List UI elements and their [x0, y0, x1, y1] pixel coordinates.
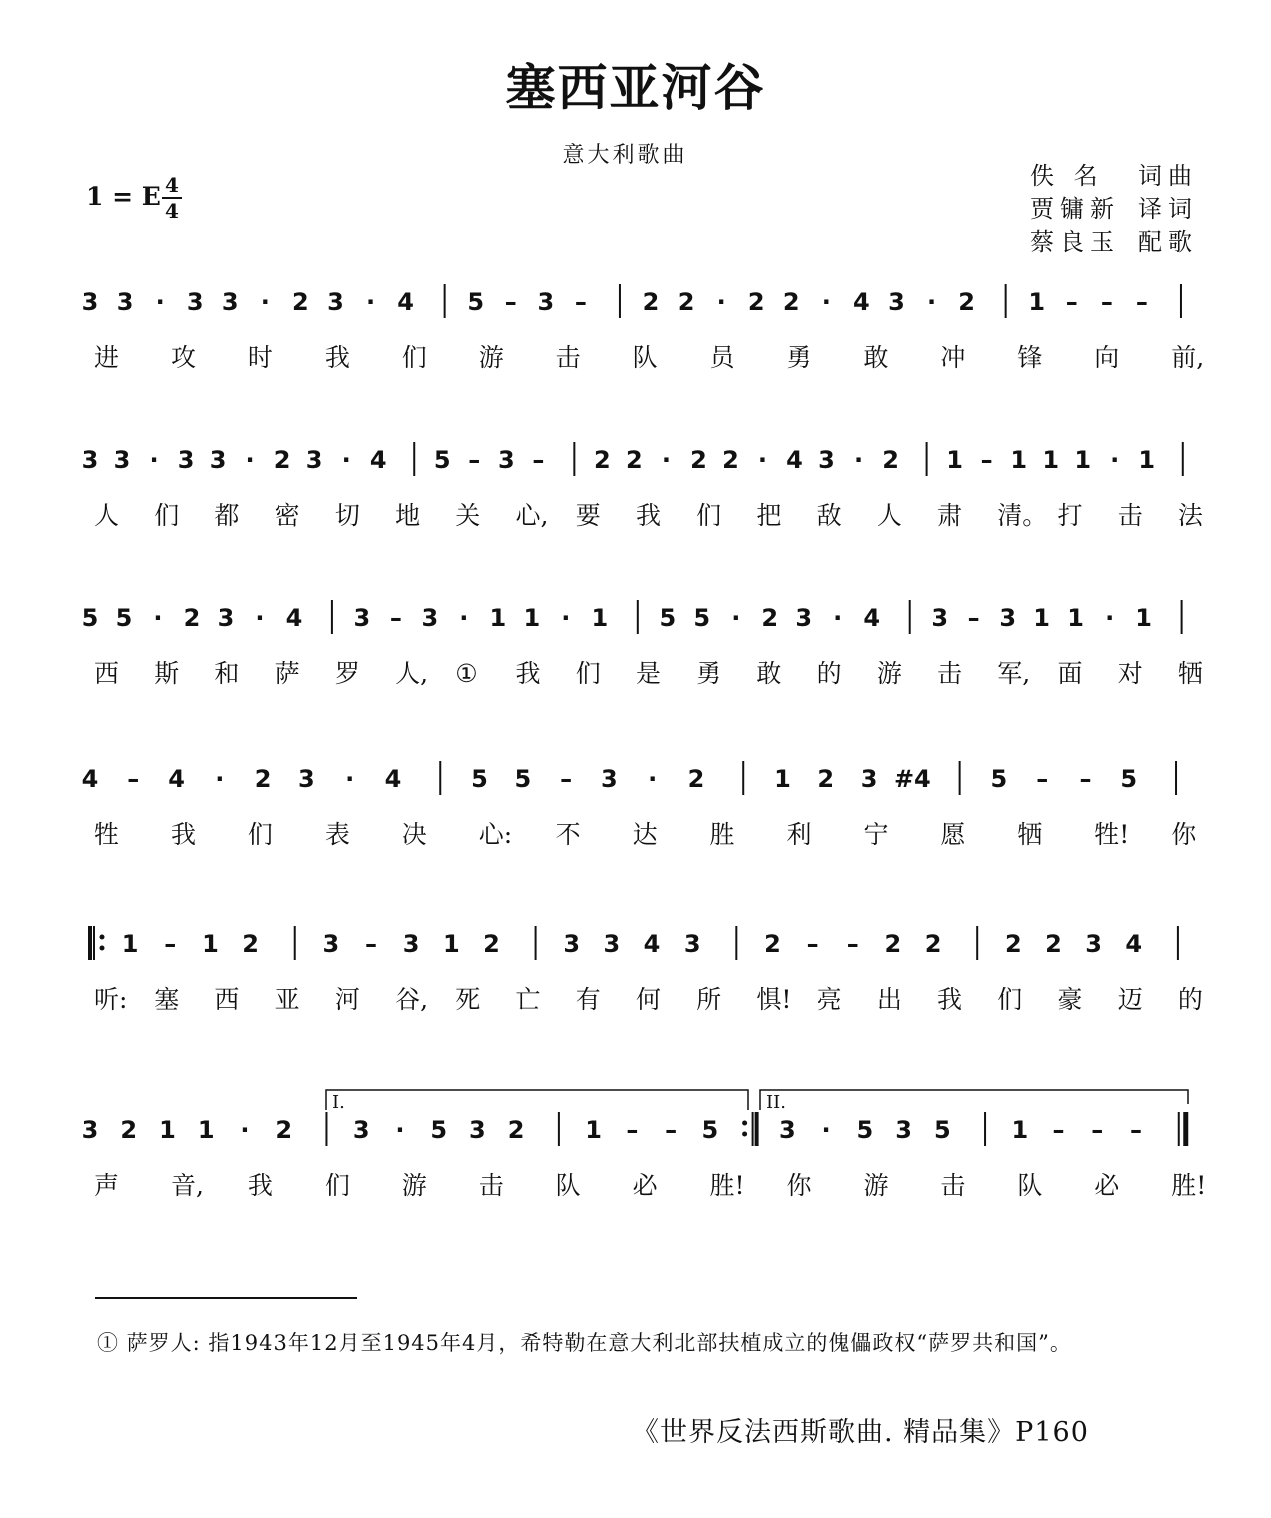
lyric-syllable: 我	[247, 1171, 273, 1200]
note: 3	[217, 604, 235, 632]
lyric-syllable: 敢	[863, 343, 889, 372]
note: 2	[507, 1116, 525, 1144]
lyric-syllable: 惧!	[756, 985, 792, 1014]
note: 2	[882, 446, 899, 474]
note: 3	[999, 604, 1017, 632]
lyric-syllable: 亡	[515, 985, 541, 1014]
note: 2	[483, 930, 500, 958]
note: ·	[648, 765, 658, 793]
note: –	[1130, 1116, 1143, 1144]
note: 3	[469, 1116, 486, 1144]
note: –	[389, 604, 402, 632]
lyric-syllable: 西	[94, 659, 120, 688]
note: 2	[817, 765, 835, 793]
lyric-syllable: 员	[709, 343, 735, 372]
note: 5	[433, 446, 451, 474]
note: 1	[1138, 446, 1156, 474]
lyric-syllable: 攻	[170, 343, 196, 372]
note: 1	[774, 765, 791, 793]
song-subtitle: 意大利歌曲	[562, 143, 688, 168]
note: –	[626, 1116, 639, 1144]
note: 4	[853, 288, 870, 316]
volta-label: II.	[766, 1092, 786, 1113]
lyric-syllable: 不	[555, 820, 581, 849]
lyric-syllable: 密	[274, 501, 300, 530]
note: 3	[81, 1116, 99, 1144]
note: 3	[603, 930, 621, 958]
note: 2	[626, 446, 643, 474]
note: 5	[693, 604, 711, 632]
lyric-syllable: 和	[214, 659, 240, 688]
lyric-syllable: 时	[247, 343, 273, 372]
source-citation: 《世界反法西斯歌曲. 精品集》P160	[632, 1417, 1089, 1448]
note: 3	[322, 930, 340, 958]
key-signature: 1 = E	[86, 182, 161, 211]
note: 3	[818, 446, 835, 474]
note: ·	[926, 288, 937, 316]
note: 2	[273, 446, 291, 474]
lyric-syllable: 必	[632, 1171, 658, 1200]
repeat-dot	[100, 946, 105, 951]
note: ·	[155, 288, 165, 316]
note: 4	[1125, 930, 1143, 958]
volta-bracket	[760, 1090, 1188, 1110]
time-signature-bottom: 4	[165, 199, 179, 223]
note: 5	[933, 1116, 951, 1144]
note: 1	[121, 930, 139, 958]
lyric-syllable: 胜	[709, 820, 735, 849]
credit-name: 佚 名	[1030, 162, 1104, 190]
note: ·	[731, 604, 741, 632]
footnote-divider	[95, 1297, 357, 1299]
note: ·	[245, 446, 255, 474]
note: –	[1036, 765, 1049, 793]
note: 2	[687, 765, 705, 793]
lyric-syllable: 击	[555, 343, 581, 372]
lyric-syllable: 表	[324, 820, 350, 849]
note: 1	[1028, 288, 1046, 316]
lyric-syllable: 萨	[274, 659, 300, 688]
note: ·	[853, 446, 864, 474]
lyric-syllable: 我	[635, 501, 661, 530]
lyric-syllable: 达	[632, 820, 658, 849]
note: 2	[275, 1116, 293, 1144]
lyric-syllable: 们	[696, 501, 722, 530]
note: 4	[786, 446, 803, 474]
note: ·	[255, 604, 265, 632]
lyric-syllable: 死	[455, 985, 481, 1014]
note: 1	[1074, 446, 1092, 474]
note: 5	[115, 604, 133, 632]
note: 3	[888, 288, 905, 316]
lyric-syllable: 有	[575, 985, 601, 1014]
note: 2	[958, 288, 975, 316]
footnote: ① 萨罗人: 指1943年12月至1945年4月，希特勒在意大利北部扶植成立的傀儡政权“萨罗共和国”。	[97, 1331, 1072, 1355]
note: 2	[924, 930, 942, 958]
lyric-syllable: 出	[876, 985, 902, 1014]
lyric-syllable: 心:	[478, 820, 513, 849]
lyric-syllable: 的	[816, 659, 842, 688]
note: 4	[397, 288, 414, 316]
lyric-syllable: 声	[94, 1171, 120, 1200]
lyric-syllable: 牺	[1017, 820, 1043, 849]
note: –	[1065, 288, 1078, 316]
volta-bracket	[326, 1090, 748, 1110]
note: ·	[821, 1116, 831, 1144]
lyric-syllable: 决	[401, 820, 427, 849]
lyric-syllable: 游	[863, 1171, 889, 1200]
note: –	[560, 765, 573, 793]
lyric-syllable: 面	[1057, 659, 1083, 688]
note: 5	[1120, 765, 1138, 793]
note: 3	[683, 930, 701, 958]
lyric-syllable: ①	[455, 659, 478, 688]
note: –	[806, 930, 819, 958]
note: 1	[523, 604, 541, 632]
note: 3	[931, 604, 949, 632]
note: –	[1135, 288, 1148, 316]
lyric-syllable: 我	[515, 659, 541, 688]
note: 2	[747, 288, 765, 316]
lyric-syllable: 都	[214, 501, 240, 530]
note: –	[1079, 765, 1092, 793]
note: 4	[863, 604, 881, 632]
lyric-syllable: 罗	[334, 659, 360, 688]
lyric-syllable: 西	[214, 985, 240, 1014]
note: 3	[81, 446, 99, 474]
note: 1	[585, 1116, 602, 1144]
note: –	[365, 930, 378, 958]
lyric-syllable: 击	[940, 1171, 966, 1200]
volta-label: I.	[332, 1092, 345, 1113]
note: 3	[305, 446, 323, 474]
credit-name: 贾镛新	[1030, 195, 1120, 223]
note: 1	[591, 604, 609, 632]
note: ·	[459, 604, 469, 632]
lyric-syllable: 斯	[154, 659, 180, 688]
note: 3	[860, 765, 878, 793]
note: 2	[642, 288, 660, 316]
lyric-syllable: 击	[1117, 501, 1143, 530]
lyric-syllable: 地	[395, 501, 421, 530]
note: ·	[153, 604, 163, 632]
note: 2	[1004, 930, 1022, 958]
lyric-syllable: 牲	[94, 820, 120, 849]
note: 1	[202, 930, 219, 958]
lyric-syllable: 们	[154, 501, 180, 530]
repeat-dot	[742, 1132, 747, 1137]
lyric-syllable: 队	[555, 1171, 581, 1200]
note: 4	[384, 765, 402, 793]
note: 2	[884, 930, 902, 958]
lyric-syllable: 对	[1117, 659, 1143, 688]
note: –	[1100, 288, 1113, 316]
lyric-syllable: 迈	[1117, 985, 1143, 1014]
lyric-syllable: 进	[94, 343, 120, 372]
note: 4	[369, 446, 387, 474]
lyric-syllable: 前,	[1171, 343, 1205, 372]
lyric-syllable: 军,	[997, 659, 1031, 688]
note: 1	[1042, 446, 1060, 474]
note: –	[468, 446, 481, 474]
note: 2	[690, 446, 707, 474]
note: –	[532, 446, 545, 474]
note: 3	[421, 604, 439, 632]
repeat-dot	[742, 1121, 747, 1126]
note: 5	[81, 604, 99, 632]
note: –	[574, 288, 587, 316]
note: 1	[946, 446, 963, 474]
note: 2	[254, 765, 272, 793]
lyric-syllable: 你	[1171, 820, 1197, 849]
lyric-syllable: 关	[455, 501, 481, 530]
note: 1	[1011, 1116, 1029, 1144]
lyric-syllable: 们	[997, 985, 1023, 1014]
note: –	[504, 288, 517, 316]
lyric-syllable: 要	[575, 501, 601, 530]
note: 5	[467, 288, 485, 316]
lyric-syllable: 的	[1177, 985, 1203, 1014]
lyric-syllable: 牺	[1177, 659, 1203, 688]
note: 3	[221, 288, 239, 316]
note: 3	[298, 765, 315, 793]
note: 3	[895, 1116, 912, 1144]
lyric-syllable: 敌	[816, 501, 842, 530]
note: –	[846, 930, 859, 958]
lyric-syllable: 游	[401, 1171, 427, 1200]
credit-role: 词曲	[1138, 162, 1198, 190]
note: 1	[1033, 604, 1051, 632]
lyric-syllable: 我	[324, 343, 350, 372]
lyric-syllable: 人	[94, 501, 120, 530]
note: 3	[177, 446, 195, 474]
lyric-syllable: 切	[334, 501, 360, 530]
lyric-syllable: 是	[635, 659, 661, 688]
lyric-syllable: 游	[876, 659, 902, 688]
note: 5	[471, 765, 488, 793]
note: 2	[1045, 930, 1062, 958]
lyric-syllable: 听:	[94, 985, 128, 1014]
note: ·	[341, 446, 351, 474]
lyric-syllable: 何	[635, 985, 661, 1014]
note: ·	[365, 288, 376, 316]
note: 3	[795, 604, 813, 632]
note: 1	[442, 930, 460, 958]
note: 1	[159, 1116, 176, 1144]
note: 3	[113, 446, 131, 474]
note: 2	[722, 446, 739, 474]
lyric-syllable: 们	[324, 1171, 350, 1200]
lyric-syllable: 敢	[756, 659, 782, 688]
note: 1	[1010, 446, 1028, 474]
lyric-syllable: 锋	[1017, 343, 1043, 372]
note: 3	[563, 930, 581, 958]
note: 5	[659, 604, 677, 632]
lyric-syllable: 肃	[937, 501, 963, 530]
lyric-syllable: 们	[401, 343, 427, 372]
note: –	[164, 930, 177, 958]
lyric-syllable: 宁	[863, 820, 889, 849]
lyric-syllable: 游	[478, 343, 504, 372]
note: ·	[833, 604, 843, 632]
lyric-syllable: 击	[937, 659, 963, 688]
note: 3	[116, 288, 134, 316]
time-signature-top: 4	[165, 173, 179, 197]
lyric-syllable: 河	[334, 985, 360, 1014]
lyric-syllable: 我	[170, 820, 196, 849]
note: 5	[856, 1116, 874, 1144]
note: 2	[782, 288, 800, 316]
note: 4	[168, 765, 185, 793]
note: 1	[197, 1116, 215, 1144]
note: ·	[240, 1116, 250, 1144]
lyric-syllable: 心,	[515, 501, 549, 530]
note: –	[1052, 1116, 1065, 1144]
note: 3	[81, 288, 99, 316]
note: ·	[215, 765, 225, 793]
note: 2	[764, 930, 781, 958]
note: 3	[601, 765, 618, 793]
note: ·	[661, 446, 671, 474]
note: 5	[514, 765, 532, 793]
note: 1	[1135, 604, 1152, 632]
lyric-syllable: 你	[786, 1171, 812, 1200]
lyric-syllable: 音,	[170, 1171, 204, 1200]
note: 4	[285, 604, 303, 632]
note: ·	[149, 446, 159, 474]
lyric-syllable: 胜!	[1171, 1171, 1207, 1200]
note: ·	[260, 288, 270, 316]
lyric-syllable: 利	[786, 820, 812, 849]
note: ·	[757, 446, 768, 474]
note: 2	[242, 930, 259, 958]
note: 3	[352, 1116, 370, 1144]
lyric-syllable: 亚	[274, 985, 300, 1014]
note: ·	[716, 288, 726, 316]
note: 3	[327, 288, 344, 316]
note: ·	[821, 288, 831, 316]
note: 2	[292, 288, 309, 316]
note: 3	[186, 288, 204, 316]
lyric-syllable: 队	[1017, 1171, 1043, 1200]
lyric-syllable: 塞	[154, 985, 180, 1014]
lyric-syllable: 胜!	[709, 1171, 745, 1200]
note: 5	[990, 765, 1008, 793]
note: 3	[497, 446, 515, 474]
lyric-syllable: 勇	[786, 343, 812, 372]
note: ·	[1110, 446, 1120, 474]
note: –	[967, 604, 980, 632]
repeat-dot	[100, 935, 105, 940]
note: 5	[430, 1116, 448, 1144]
credit-role: 译词	[1138, 195, 1198, 223]
note: 4	[643, 930, 661, 958]
lyric-syllable: 谷,	[395, 985, 429, 1014]
lyric-syllable: 们	[575, 659, 601, 688]
lyric-syllable: 打	[1057, 501, 1083, 530]
lyric-syllable: 把	[756, 501, 782, 530]
credit-role: 配歌	[1138, 228, 1198, 256]
note: 3	[778, 1116, 796, 1144]
note: –	[1091, 1116, 1104, 1144]
note: 1	[1067, 604, 1084, 632]
lyric-syllable: 冲	[940, 343, 966, 372]
lyric-syllable: 人	[876, 501, 902, 530]
note: 2	[120, 1116, 138, 1144]
note: –	[665, 1116, 678, 1144]
lyric-syllable: 清。	[997, 501, 1048, 530]
note: 2	[677, 288, 695, 316]
lyric-syllable: 愿	[940, 820, 966, 849]
credit-name: 蔡良玉	[1030, 228, 1120, 256]
lyric-syllable: 人,	[395, 659, 429, 688]
song-title: 塞西亚河谷	[505, 58, 766, 117]
lyric-syllable: 法	[1177, 501, 1203, 530]
note: 2	[761, 604, 779, 632]
note: 2	[183, 604, 201, 632]
lyric-syllable: 勇	[696, 659, 722, 688]
lyric-syllable: 队	[632, 343, 658, 372]
lyric-syllable: 们	[247, 820, 273, 849]
note: 3	[1085, 930, 1102, 958]
note: 3	[402, 930, 420, 958]
lyric-syllable: 必	[1094, 1171, 1120, 1200]
note: 4	[81, 765, 99, 793]
lyric-syllable: 所	[696, 985, 722, 1014]
note: ·	[1105, 604, 1115, 632]
note: 2	[594, 446, 611, 474]
note: ·	[561, 604, 571, 632]
note: ·	[345, 765, 355, 793]
lyric-syllable: 亮	[816, 985, 842, 1014]
note: 1	[489, 604, 507, 632]
note: #4	[893, 765, 931, 793]
lyric-syllable: 牲!	[1094, 820, 1130, 849]
lyric-syllable: 我	[937, 985, 963, 1014]
note: ·	[395, 1116, 405, 1144]
lyric-syllable: 向	[1094, 343, 1120, 372]
note: –	[980, 446, 993, 474]
note: 3	[209, 446, 227, 474]
note: 3	[537, 288, 555, 316]
note: 5	[701, 1116, 719, 1144]
note: –	[127, 765, 140, 793]
lyric-syllable: 击	[478, 1171, 504, 1200]
note: 3	[353, 604, 371, 632]
lyric-syllable: 豪	[1057, 985, 1083, 1014]
